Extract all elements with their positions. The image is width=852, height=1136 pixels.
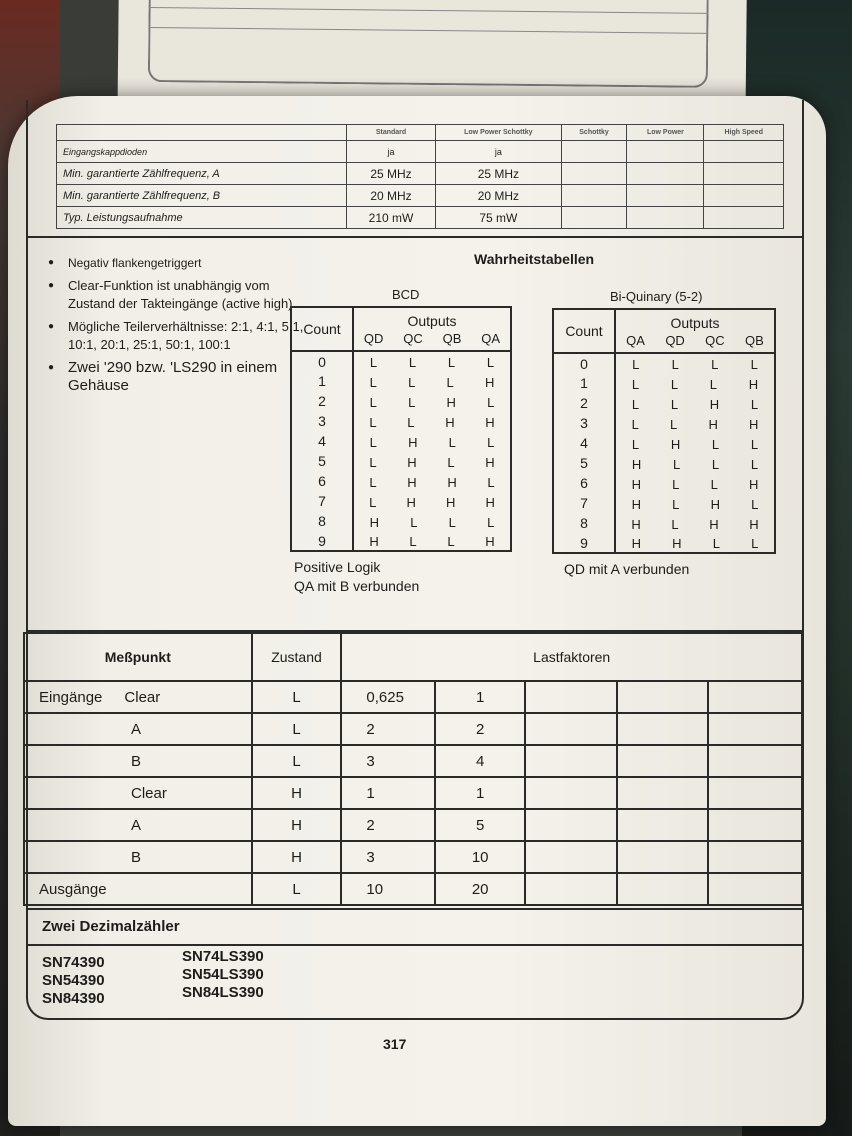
truth-row <box>553 533 775 553</box>
load-cell-empty <box>525 777 617 809</box>
output-cell: L <box>751 536 759 551</box>
spec-cell <box>704 185 784 207</box>
bcd-note-line: Positive Logik <box>294 559 381 575</box>
load-cell: 20 <box>435 873 525 905</box>
feature-list <box>48 254 318 400</box>
output-cell: L <box>672 496 680 512</box>
bcd-note-line: QA mit B verbunden <box>294 578 420 594</box>
output-cell: H <box>631 536 641 551</box>
load-cell: L <box>252 745 342 777</box>
output-cell: L <box>407 414 415 430</box>
spec-cell: 210 mW <box>347 207 436 229</box>
output-cell: H <box>748 376 759 392</box>
load-point-label: B <box>131 848 142 866</box>
count-cell: 1 <box>291 371 353 391</box>
biquinary-note: QD mit A verbunden <box>564 561 690 577</box>
count-cell: 8 <box>291 511 353 531</box>
output-cell: L <box>670 376 679 392</box>
spec-cell: 75 mW <box>436 207 562 229</box>
load-point-label: B <box>131 752 142 770</box>
spec-cell <box>704 141 784 163</box>
load-cell: 10 <box>435 841 525 873</box>
output-col-label: QA <box>481 330 501 346</box>
load-cell-empty <box>525 745 617 777</box>
load-cell: H <box>252 777 342 809</box>
output-cell: L <box>369 474 377 490</box>
previous-page-frame <box>148 0 709 88</box>
load-cell-empty <box>708 809 802 841</box>
spec-row-label: Min. garantierte Zählfrequenz, A <box>57 163 347 185</box>
truth-row <box>553 493 775 513</box>
output-cell: L <box>487 434 495 450</box>
spec-row-label: Min. garantierte Zählfrequenz, B <box>57 185 347 207</box>
output-cell: H <box>710 496 720 512</box>
truth-row <box>291 391 511 411</box>
part-number: SN54390 <box>42 972 105 989</box>
output-cell: H <box>369 534 379 549</box>
spec-col-header: Schottky <box>561 125 627 141</box>
output-cell: L <box>709 376 717 392</box>
output-cell: H <box>631 456 642 472</box>
count-cell: 9 <box>291 531 353 551</box>
output-cell: H <box>485 454 495 470</box>
count-cell: 7 <box>553 493 615 513</box>
load-cell: 4 <box>435 745 525 777</box>
output-cell: L <box>487 394 495 410</box>
spec-col-header: Low Power <box>627 125 704 141</box>
output-cell: H <box>446 394 456 410</box>
load-cell-empty <box>708 681 802 713</box>
load-cell: 3 <box>341 841 435 873</box>
load-row <box>24 809 802 841</box>
spec-cell <box>627 207 704 229</box>
feature-item: ● Clear-Funktion ist unabhängig vom Zustand der Takteingänge (active high) <box>48 277 318 313</box>
output-cell: L <box>487 514 495 530</box>
output-cell: H <box>407 454 417 470</box>
output-cell: H <box>709 516 719 532</box>
spec-cell <box>561 141 627 163</box>
truth-row <box>553 473 775 493</box>
load-cell: 2 <box>341 713 435 745</box>
spec-col-header: Low Power Schottky <box>436 125 562 141</box>
bcd-rows <box>291 351 511 551</box>
output-cell: L <box>369 374 377 390</box>
output-cell: L <box>631 416 639 432</box>
output-cell: H <box>749 476 759 492</box>
output-cell: L <box>446 374 454 390</box>
section-divider <box>26 236 804 238</box>
output-cell: H <box>485 534 495 549</box>
output-cell: L <box>671 516 679 532</box>
output-cell: H <box>749 416 759 432</box>
output-cell: L <box>487 474 495 490</box>
output-cell: L <box>670 396 679 412</box>
output-cell: H <box>369 514 379 530</box>
output-cell: L <box>486 355 495 370</box>
part-number: SN54LS390 <box>182 966 264 983</box>
count-cell: 6 <box>553 473 615 493</box>
load-point-label: Clear <box>124 688 161 706</box>
count-cell: 3 <box>553 413 615 433</box>
feature-item: ● Negativ flankengetriggert <box>48 254 318 272</box>
outputs-header <box>353 307 511 351</box>
output-cell: L <box>672 456 681 472</box>
output-cell: L <box>448 514 456 530</box>
feature-item: ● Mögliche Teilerverhältnisse: 2:1, 4:1, 5:1, 10:1, 20:1, 25:1, 50:1, 100:1 <box>48 318 318 354</box>
truth-row <box>291 511 511 531</box>
truth-row <box>553 433 775 453</box>
truth-row <box>291 491 511 511</box>
load-cell: L <box>252 873 342 905</box>
feature-item: ● Zwei '290 bzw. 'LS290 in einem Gehäuse <box>48 359 318 395</box>
spec-cell <box>561 163 627 185</box>
spec-cell <box>704 207 784 229</box>
count-cell: 5 <box>553 453 615 473</box>
load-cell: 1 <box>341 777 435 809</box>
page-number: 317 <box>383 1036 407 1052</box>
output-cell: H <box>445 414 455 430</box>
output-cell: H <box>484 374 495 390</box>
load-cell-empty <box>617 841 709 873</box>
load-cell: 0,625 <box>341 681 435 713</box>
output-cell: L <box>670 416 678 432</box>
output-cell: L <box>631 436 640 452</box>
outputs-label: Outputs <box>670 314 720 331</box>
output-cell: L <box>369 394 377 410</box>
load-cell: H <box>252 841 342 873</box>
messpunkt-header: Meßpunkt <box>24 633 252 681</box>
load-cell-empty <box>708 873 802 905</box>
output-cell: L <box>369 494 377 510</box>
output-cell: L <box>631 396 640 412</box>
output-cell: H <box>406 494 416 510</box>
biquinary-caption: Bi-Quinary (5-2) <box>610 289 703 304</box>
load-cell-empty <box>525 809 617 841</box>
truth-tables-title: Wahrheitstabellen <box>474 251 595 267</box>
output-cell: L <box>711 436 720 452</box>
truth-row <box>553 413 775 433</box>
load-cell-empty <box>525 713 617 745</box>
load-cell-empty <box>617 809 709 841</box>
count-cell: 3 <box>291 411 353 431</box>
output-cell: H <box>408 434 418 450</box>
output-cell: H <box>631 516 641 532</box>
count-cell: 0 <box>291 351 353 371</box>
spec-cell <box>627 185 704 207</box>
section-title: Zwei Dezimalzähler <box>28 908 802 946</box>
load-cell-empty <box>525 841 617 873</box>
load-cell: 1 <box>435 681 525 713</box>
load-cell-empty <box>708 713 802 745</box>
output-cell: H <box>749 516 759 532</box>
load-cell: 5 <box>435 809 525 841</box>
output-col-label: QB <box>745 332 764 348</box>
spec-cell: ja <box>347 141 436 163</box>
count-cell: 8 <box>553 513 615 533</box>
output-cell: L <box>369 454 377 470</box>
count-header: Count <box>291 307 353 351</box>
load-cell-empty <box>617 873 709 905</box>
bcd-truth-table <box>290 306 512 552</box>
load-cell: 2 <box>435 713 525 745</box>
output-cell: H <box>485 414 495 430</box>
spec-cell: 25 MHz <box>347 163 436 185</box>
output-col-label: QA <box>626 332 645 348</box>
load-cell: 3 <box>341 745 435 777</box>
output-cell: L <box>408 355 417 370</box>
load-point-label: A <box>131 720 142 738</box>
biquinary-truth-table <box>552 308 776 554</box>
count-cell: 2 <box>553 393 615 413</box>
output-cell: H <box>709 396 720 412</box>
spec-cell <box>561 207 627 229</box>
output-cell: H <box>631 476 641 492</box>
count-header: Count <box>553 309 615 353</box>
output-col-label: QC <box>403 330 423 346</box>
spec-col-header: Standard <box>347 125 436 141</box>
load-cell-empty <box>617 745 709 777</box>
outputs-header <box>615 309 775 353</box>
output-col-label: QD <box>363 330 384 346</box>
output-cell: L <box>447 534 455 549</box>
output-cell: H <box>631 496 641 512</box>
output-cell: L <box>448 434 456 450</box>
output-cell: L <box>751 496 759 512</box>
outputs-label: Outputs <box>407 312 457 329</box>
load-row <box>24 777 802 809</box>
output-cell: L <box>710 476 718 492</box>
output-cell: L <box>711 456 720 472</box>
output-cell: L <box>672 476 680 492</box>
output-cell: L <box>369 414 377 430</box>
load-cell: 2 <box>341 809 435 841</box>
load-row <box>24 841 802 873</box>
truth-row <box>553 513 775 533</box>
truth-row <box>553 373 775 393</box>
load-group-label: Ausgänge <box>39 880 107 898</box>
truth-row <box>291 371 511 391</box>
output-cell: L <box>447 454 455 470</box>
truth-row <box>553 393 775 413</box>
output-cell: L <box>671 357 679 372</box>
load-row <box>24 873 802 905</box>
output-cell: L <box>369 355 378 370</box>
spec-col-header: High Speed <box>704 125 784 141</box>
output-col-label: QB <box>442 330 462 346</box>
output-cell: L <box>711 357 719 372</box>
load-cell-empty <box>525 873 617 905</box>
output-cell: H <box>447 474 457 490</box>
spec-cell <box>704 163 784 185</box>
spec-cell: 20 MHz <box>347 185 436 207</box>
output-cell: L <box>447 355 456 370</box>
output-cell: H <box>407 474 417 490</box>
output-cell: H <box>672 536 682 551</box>
load-cell: L <box>252 681 342 713</box>
load-group-label: Eingänge <box>39 688 103 706</box>
load-cell: 10 <box>341 873 435 905</box>
output-cell: L <box>410 514 418 530</box>
output-cell: L <box>712 536 720 551</box>
count-cell: 4 <box>553 433 615 453</box>
load-point-label: A <box>131 816 142 834</box>
load-cell-empty <box>708 841 802 873</box>
zustand-header: Zustand <box>252 633 342 681</box>
spec-cell: 20 MHz <box>436 185 562 207</box>
truth-row <box>291 471 511 491</box>
truth-row <box>291 531 511 551</box>
part-numbers-ls <box>182 948 264 1002</box>
count-cell: 5 <box>291 451 353 471</box>
output-cell: L <box>369 434 377 450</box>
load-factor-table <box>23 632 803 906</box>
part-numbers-standard <box>42 954 105 1008</box>
part-number: SN74LS390 <box>182 948 264 965</box>
output-cell: L <box>750 357 758 372</box>
output-cell: L <box>750 456 759 472</box>
output-col-label: QC <box>705 332 725 348</box>
output-cell: L <box>408 394 416 410</box>
load-row <box>24 681 802 713</box>
count-cell: 1 <box>553 373 615 393</box>
count-cell: 4 <box>291 431 353 451</box>
load-row <box>24 745 802 777</box>
load-cell-empty <box>617 681 709 713</box>
count-cell: 2 <box>291 391 353 411</box>
load-row <box>24 713 802 745</box>
truth-row <box>291 351 511 371</box>
load-cell-empty <box>708 777 802 809</box>
biquinary-rows <box>553 353 775 553</box>
spec-cell <box>561 185 627 207</box>
output-cell: H <box>708 416 718 432</box>
load-rows <box>24 681 802 905</box>
output-cell: L <box>409 534 417 549</box>
spec-cell <box>627 163 704 185</box>
truth-row <box>291 431 511 451</box>
output-cell: H <box>445 494 456 510</box>
load-cell-empty <box>525 681 617 713</box>
output-cell: H <box>670 436 681 452</box>
part-number: SN84390 <box>42 990 105 1007</box>
spec-cell: ja <box>436 141 562 163</box>
load-cell: 1 <box>435 777 525 809</box>
load-cell: H <box>252 809 342 841</box>
spec-row-label: Typ. Leistungsaufnahme <box>57 207 347 229</box>
load-cell-empty <box>617 777 709 809</box>
output-cell: L <box>750 396 759 412</box>
load-point-label: Clear <box>131 784 167 802</box>
spec-cell <box>627 141 704 163</box>
output-cell: L <box>631 376 640 392</box>
part-number: SN74390 <box>42 954 105 971</box>
count-cell: 7 <box>291 491 353 511</box>
output-cell: L <box>750 436 759 452</box>
load-cell: L <box>252 713 342 745</box>
bcd-caption: BCD <box>392 287 420 302</box>
truth-row <box>553 453 775 473</box>
output-cell: L <box>632 357 640 372</box>
bcd-note <box>294 558 419 596</box>
count-cell: 9 <box>553 533 615 553</box>
output-cell: H <box>485 494 495 510</box>
load-cell-empty <box>617 713 709 745</box>
count-cell: 6 <box>291 471 353 491</box>
book-page <box>8 96 826 1126</box>
truth-row <box>291 451 511 471</box>
part-number: SN84LS390 <box>182 984 264 1001</box>
truth-row <box>553 353 775 373</box>
output-col-label: QD <box>665 332 685 348</box>
load-cell-empty <box>708 745 802 777</box>
truth-row <box>291 411 511 431</box>
output-cell: L <box>408 374 416 390</box>
lastfaktoren-header: Lastfaktoren <box>341 633 802 681</box>
spec-row-label: Eingangskappdioden <box>57 141 347 163</box>
spec-cell: 25 MHz <box>436 163 562 185</box>
count-cell: 0 <box>553 353 615 373</box>
spec-table <box>56 124 784 229</box>
